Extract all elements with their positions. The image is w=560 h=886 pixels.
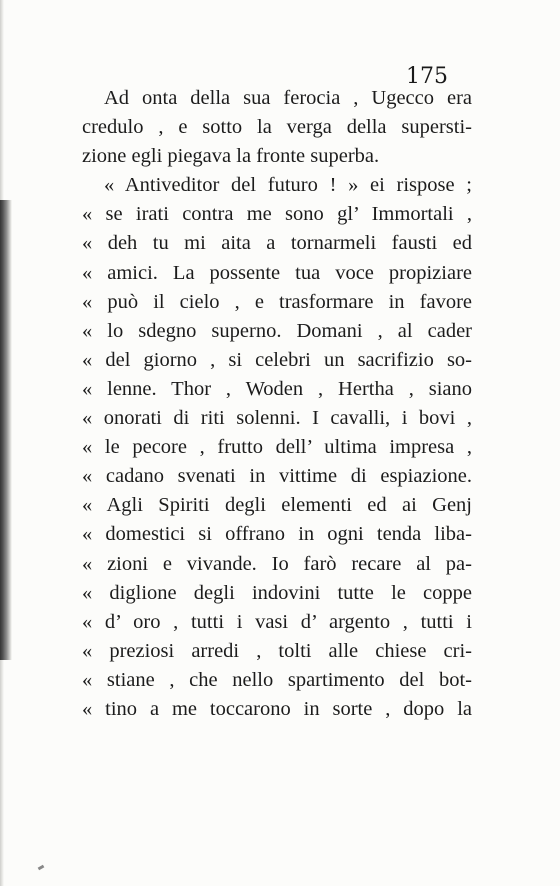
text-line: « cadano svenati in vittime di espiazione. [82,465,472,488]
text-line: « le pecore , frutto dell’ ultima impresa , [82,436,472,459]
body-text [82,84,472,724]
paper-speck [38,865,45,871]
text-line: « d’ oro , tutti i vasi d’ argento , tutti i [82,610,472,633]
page-number: 175 [406,64,448,89]
text-line: « Agli Spiriti degli elementi ed ai Genj [82,494,472,517]
text-line: « se irati contra me sono gl’ Immortali , [82,203,472,226]
text-line: « onorati di riti solenni. I cavalli, i bovi , [82,407,472,430]
text-line: « può il cielo , e trasformare in favore [82,290,472,313]
text-line: « Antiveditor del futuro ! » ei rispose ; [104,174,472,197]
text-line: Ad onta della sua ferocia , Ugecco era [104,87,472,109]
text-line: « lo sdegno superno. Domani , al cader [82,319,472,342]
text-line: « diglione degli indovini tutte le coppe [82,581,472,604]
text-line: zione egli piegava la fronte superba. [82,145,380,168]
binding-spine-shadow [0,200,12,660]
text-line: « del giorno , si celebri un sacrifizio so- [82,348,472,371]
text-line: « deh tu mi aita a tornarmeli fausti ed [82,232,472,255]
text-line: credulo , e sotto la verga della supersti- [82,116,472,139]
text-line: « lenne. Thor , Woden , Hertha , siano [82,377,472,400]
text-line: « stiane , che nello spartimento del bot- [82,668,472,691]
text-line: « domestici si offrano in ogni tenda liba- [82,523,472,546]
text-line: « amici. La possente tua voce propiziare [82,261,472,284]
text-line: « tino a me toccarono in sorte , dopo la [82,697,472,720]
text-line: « preziosi arredi , tolti alle chiese cri- [82,639,472,662]
text-line: « zioni e vivande. Io farò recare al pa- [82,552,472,575]
